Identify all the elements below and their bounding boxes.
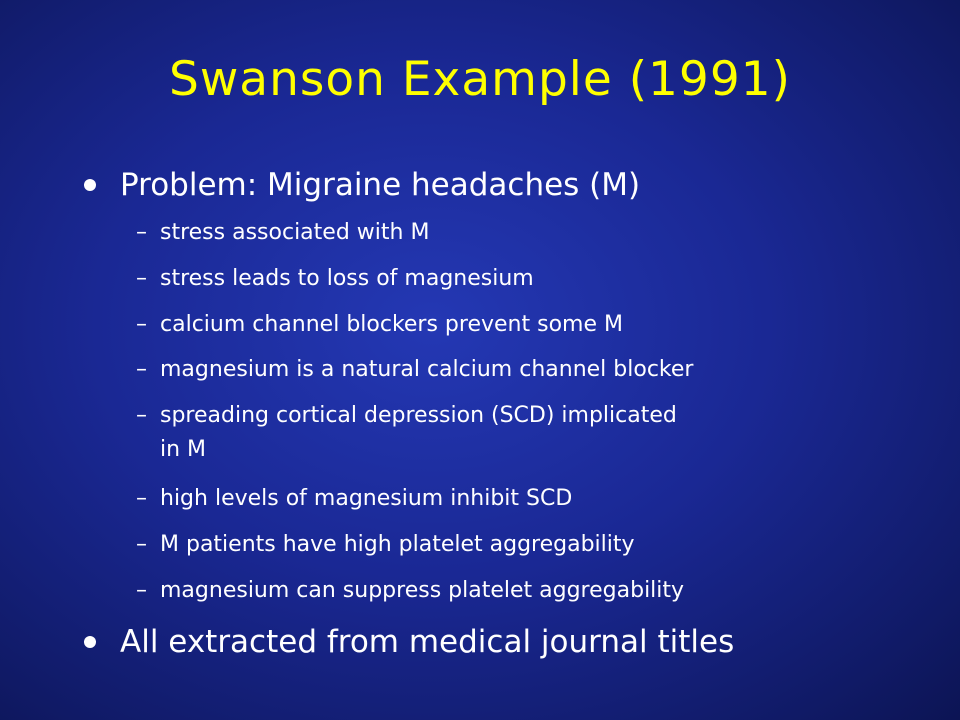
dash-marker: – <box>136 357 147 382</box>
subitem-text: spreading cortical depression (SCD) implicated <box>160 403 677 428</box>
subitem-text: high levels of magnesium inhibit SCD <box>160 486 573 511</box>
dash-marker: – <box>136 403 147 428</box>
subitem-text: magnesium is a natural calcium channel blocker <box>160 357 694 382</box>
bullet-dot-icon <box>84 636 96 648</box>
dash-marker: – <box>136 578 147 603</box>
subitem-text: in M <box>160 437 207 462</box>
dash-marker: – <box>136 220 147 245</box>
subitem-text: M patients have high platelet aggregability <box>160 532 635 557</box>
subitem-text: stress associated with M <box>160 220 430 245</box>
subitem-text: magnesium can suppress platelet aggregability <box>160 578 685 603</box>
dash-marker: – <box>136 486 147 511</box>
slide-title: Swanson Example (1991) <box>169 52 791 107</box>
bullet-problem: Problem: Migraine headaches (M) <box>120 167 641 203</box>
subitem-text: calcium channel blockers prevent some M <box>160 312 623 337</box>
dash-marker: – <box>136 532 147 557</box>
bullet-dot-icon <box>84 179 96 191</box>
dash-marker: – <box>136 312 147 337</box>
dash-marker: – <box>136 266 147 291</box>
bullet-extracted: All extracted from medical journal titles <box>120 624 735 660</box>
subitem-text: stress leads to loss of magnesium <box>160 266 534 291</box>
